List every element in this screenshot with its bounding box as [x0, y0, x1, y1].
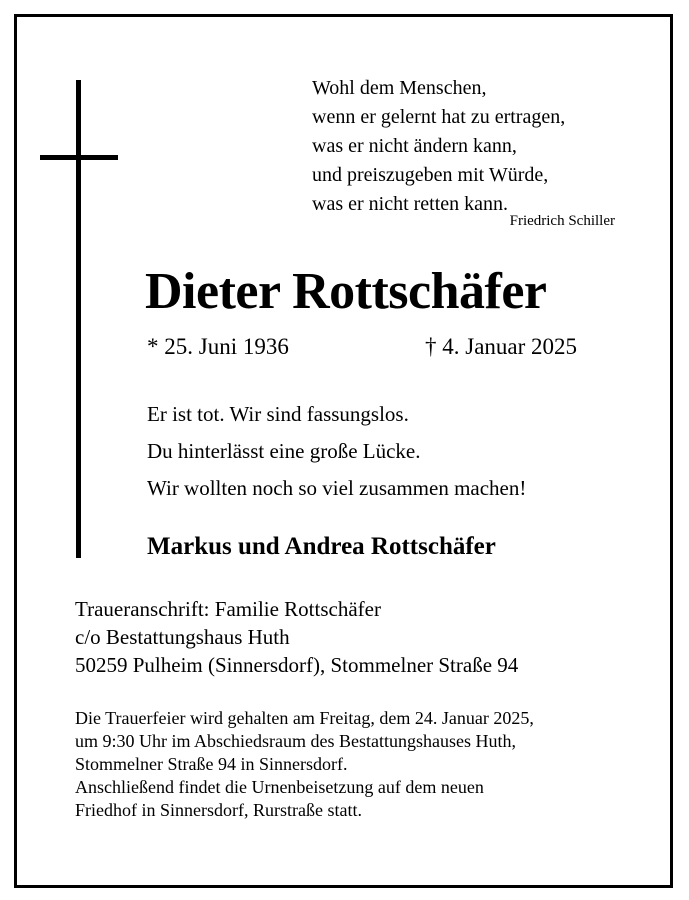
mourning-address [75, 595, 518, 679]
poem-line: und preiszugeben mit Würde, [312, 164, 549, 186]
deceased-name: Dieter Rottschäfer [145, 263, 547, 320]
poem-line: Wohl dem Menschen, [312, 77, 487, 99]
message-line: Wir wollten noch so viel zusammen machen! [147, 476, 527, 500]
family-names: Markus und Andrea Rottschäfer [147, 533, 496, 560]
details-line: Die Trauerfeier wird gehalten am Freitag, dem 24. Januar 2025, [75, 708, 534, 728]
message-line: Er ist tot. Wir sind fassungslos. [147, 402, 409, 426]
details-line: Stommelner Straße 94 in Sinnersdorf. [75, 754, 348, 774]
address-line: Traueranschrift: Familie Rottschäfer [75, 597, 381, 621]
details-line: um 9:30 Uhr im Abschiedsraum des Bestattungshauses Huth, [75, 731, 516, 751]
poem-line: wenn er gelernt hat zu ertragen, [312, 106, 566, 128]
message-line: Du hinterlässt eine große Lücke. [147, 439, 421, 463]
details-line: Anschließend findet die Urnenbeisetzung auf dem neuen [75, 777, 484, 797]
funeral-details [75, 707, 534, 822]
details-line: Friedhof in Sinnersdorf, Rurstraße statt. [75, 800, 362, 820]
birth-date: * 25. Juni 1936 [147, 334, 289, 359]
cross-icon-vertical [76, 80, 81, 558]
poem-line: was er nicht retten kann. [312, 193, 509, 215]
poem-line: was er nicht ändern kann, [312, 135, 517, 157]
poem-quote [312, 74, 565, 219]
death-date: † 4. Januar 2025 [425, 334, 578, 359]
cross-icon-horizontal [40, 155, 118, 160]
poem-author: Friedrich Schiller [509, 213, 615, 229]
address-line: c/o Bestattungshaus Huth [75, 625, 290, 649]
address-line: 50259 Pulheim (Sinnersdorf), Stommelner Straße 94 [75, 653, 519, 677]
condolence-message [147, 396, 526, 507]
